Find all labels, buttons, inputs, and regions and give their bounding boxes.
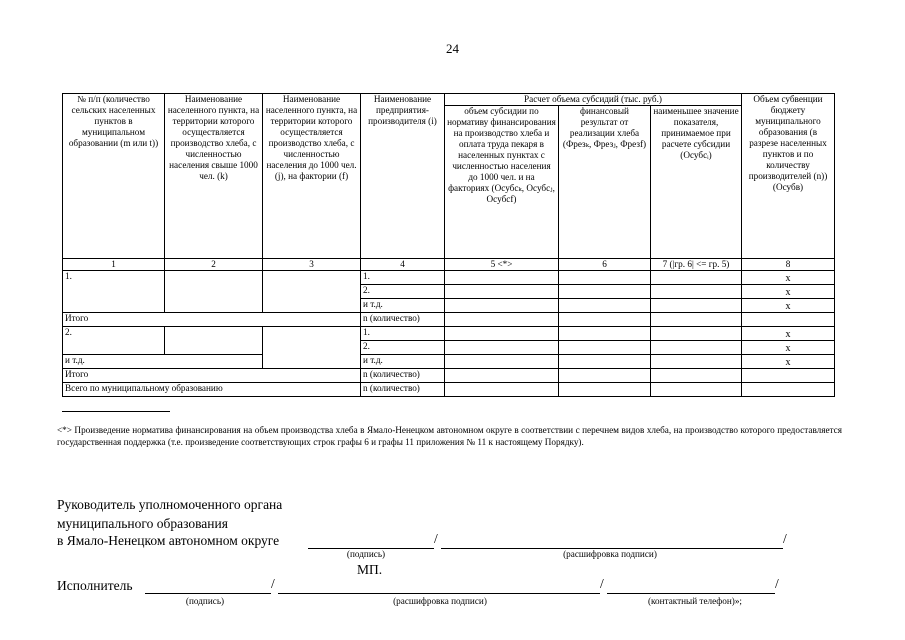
total1-qty: n (количество) [361,313,445,327]
signature-line-3: в Ямало-Ненецком автономном округе [57,533,280,548]
executor-sign-line [145,593,271,594]
cell-empty [651,285,742,299]
total1-label: Итого [63,313,361,327]
executor-phone-line [607,593,775,594]
header-group: Расчет объема субсидий (тыс. руб.) [445,94,742,106]
header-col6: финансовый результат от реализации хлеба (Фрезₖ, Фрезⱼ, Фрезf) [559,106,651,259]
cell-empty [651,383,742,397]
cell-empty [445,299,559,313]
total2-qty: n (количество) [361,369,445,383]
grand-total-qty: n (количество) [361,383,445,397]
cell-empty [445,341,559,355]
x-mark: x [742,285,835,299]
group1-sub3: и т.д. [361,299,445,313]
cell-empty [559,285,651,299]
col-number-6: 6 [559,259,651,271]
cell-empty [559,313,651,327]
group1-sub1: 1. [361,271,445,285]
cell-empty [559,299,651,313]
x-mark: x [742,327,835,341]
cell-empty [559,355,651,369]
header-row-1 [63,94,835,106]
cell-empty [559,383,651,397]
executor-decode-caption: (расшифровка подписи) [393,596,487,606]
executor-slash-1: / [271,576,275,591]
cell-empty [651,369,742,383]
grand-total-label: Всего по муниципальному образованию [63,383,361,397]
cell-empty [742,369,835,383]
cell-empty [742,313,835,327]
cell-empty [165,271,263,313]
footnote-divider [62,411,170,412]
cell-empty [559,271,651,285]
x-mark: x [742,355,835,369]
x-mark: x [742,299,835,313]
header-col5: объем субсидии по нормативу финансирования на производство хлеба и оплата труда пекаря в населенных пунктах с численностью населения до 1000 чел. и на факториях (Осубсₖ, Осубсⱼ, Осубсf) [445,106,559,259]
etc-label: и т.д. [63,355,263,369]
cell-empty [445,313,559,327]
executor-slash-2: / [600,576,604,591]
cell-empty [445,369,559,383]
executor-decode-line [278,593,600,594]
executor-slash-3: / [775,576,779,591]
group1-sub2: 2. [361,285,445,299]
cell-empty [445,355,559,369]
table-row [63,355,835,369]
cell-empty [445,383,559,397]
cell-empty [651,341,742,355]
cell-empty [651,313,742,327]
page-number: 24 [446,41,459,56]
cell-empty [263,327,361,369]
total2-label: Итого [63,369,361,383]
signature-slash-1: / [434,531,438,546]
col-number-7: 7 (|гр. 6| <= гр. 5) [651,259,742,271]
footnote: <*> Произведение норматива финансирования на объем производства хлеба в Ямало-Ненецком автономном округе в соответствии с перечнем видов хлеба, на производство которого предоставляется государственная поддержка (т.е. произведение соответствующих строк графы 6 и графы 11 приложения № 11 к настоящему Порядку). [57,425,842,447]
cell-empty [742,383,835,397]
x-mark: x [742,341,835,355]
table-row-grand-total [63,383,835,397]
table-row-total [63,313,835,327]
cell-empty [559,369,651,383]
group2-number: 2. [63,327,165,355]
signature-slash-2: / [783,531,787,546]
sign-caption: (подпись) [346,549,386,559]
header-col8: Объем субвенции бюджету муниципального образования (в разрезе населенных пунктов и по количеству производителей (n)) (Осубв) [742,94,835,259]
cell-empty [445,285,559,299]
signature-line-2: муниципального образования [57,516,228,531]
col-number-2: 2 [165,259,263,271]
col-number-8: 8 [742,259,835,271]
cell-empty [651,327,742,341]
header-col2: Наименование населенного пункта, на территории которого осуществляется производство хлеба, с численностью населения свыше 1000 чел. (k) [165,94,263,259]
cell-empty [445,271,559,285]
header-col3: Наименование населенного пункта, на территории которого осуществляется производство хлеба, с численностью населения до 1000 чел. (j), на фактории (f) [263,94,361,259]
x-mark: x [742,271,835,285]
table-row [63,271,835,285]
cell-empty [651,271,742,285]
header-col7: наименьшее значение показателя, принимаемое при расчете субсидии (Осубсᵢ) [651,106,742,259]
group2-sub1: 1. [361,327,445,341]
cell-empty [651,355,742,369]
etc-sub: и т.д. [361,355,445,369]
group2-sub2: 2. [361,341,445,355]
phone-caption: (контактный телефон)»; [648,596,742,606]
cell-empty [559,327,651,341]
stamp-place: МП. [357,562,383,577]
cell-empty [445,327,559,341]
subsidy-table [62,93,835,397]
decode-caption: (расшифровка подписи) [563,549,657,559]
cell-empty [559,341,651,355]
executor-label: Исполнитель [57,578,133,593]
col-number-3: 3 [263,259,361,271]
col-number-1: 1 [63,259,165,271]
executor-sign-caption: (подпись) [185,596,225,606]
signature-line-1: Руководитель уполномоченного органа [57,497,283,512]
table-row [63,327,835,341]
table-row-total [63,369,835,383]
column-numbers-row [63,259,835,271]
group1-number: 1. [63,271,165,313]
header-col1: № п/п (количество сельских населенных пунктов в муниципальном образовании (m или t)) [63,94,165,259]
cell-empty [165,327,263,355]
cell-empty [651,299,742,313]
cell-empty [263,271,361,313]
header-col4: Наименование предприятия-производителя (i) [361,94,445,259]
col-number-5: 5 <*> [445,259,559,271]
col-number-4: 4 [361,259,445,271]
